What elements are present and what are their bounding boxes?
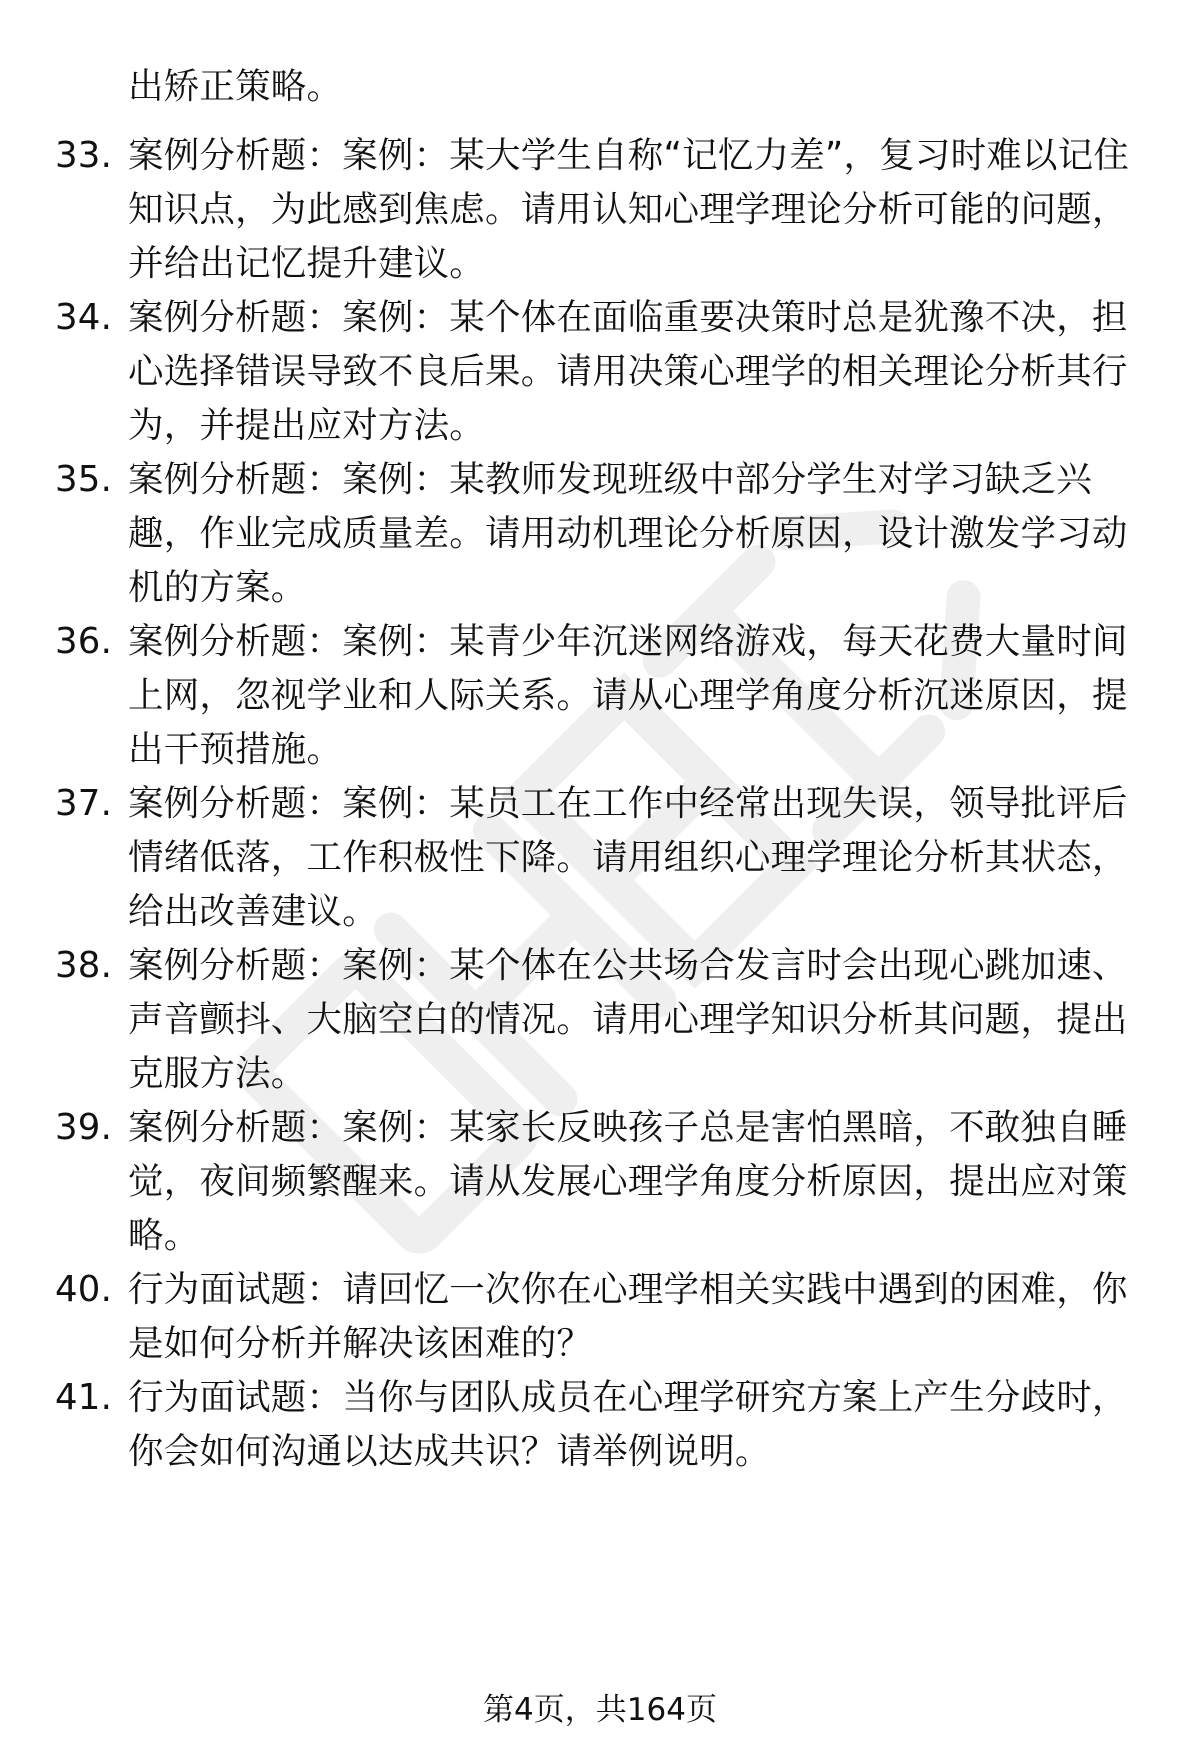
question-number: 35.: [55, 459, 113, 500]
question-text: 案例分析题：案例：某个体在公共场合发言时会出现心跳加速、声音颤抖、大脑空白的情况。请用心理学知识分析其问题，提出克服方法。: [128, 945, 1128, 1094]
question-text: 行为面试题：当你与团队成员在心理学研究方案上产生分歧时，你会如何沟通以达成共识？请举例说明。: [128, 1377, 1128, 1472]
question-text: 案例分析题：案例：某个体在面临重要决策时总是犹豫不决，担心选择错误导致不良后果。请用决策心理学的相关理论分析其行为，并提出应对方法。: [128, 297, 1128, 446]
question-item: [55, 291, 1145, 453]
question-number: 34.: [55, 297, 113, 338]
continuation-text: 出矫正策略。: [128, 66, 343, 107]
question-number: 36.: [55, 621, 113, 662]
question-item: [55, 129, 1145, 291]
question-number: 37.: [55, 783, 113, 824]
question-item: [55, 939, 1145, 1101]
question-number: 33.: [55, 135, 113, 176]
question-text: 案例分析题：案例：某员工在工作中经常出现失误，领导批评后情绪低落，工作积极性下降。请用组织心理学理论分析其状态，给出改善建议。: [128, 783, 1128, 932]
page-footer: 第4页，共164页: [483, 1692, 717, 1728]
question-number: 41.: [55, 1377, 113, 1418]
question-item: [55, 777, 1145, 939]
question-number: 39.: [55, 1107, 113, 1148]
question-item: [55, 615, 1145, 777]
question-item: [55, 1371, 1145, 1479]
question-text: 案例分析题：案例：某大学生自称“记忆力差”，复习时难以记住知识点，为此感到焦虑。请用认知心理学理论分析可能的问题，并给出记忆提升建议。: [128, 135, 1130, 284]
question-text: 案例分析题：案例：某青少年沉迷网络游戏，每天花费大量时间上网，忽视学业和人际关系。请从心理学角度分析沉迷原因，提出干预措施。: [128, 621, 1128, 770]
question-number: 40.: [55, 1269, 113, 1310]
question-text: 案例分析题：案例：某教师发现班级中部分学生对学习缺乏兴趣，作业完成质量差。请用动机理论分析原因，设计激发学习动机的方案。: [128, 459, 1128, 608]
question-item: [55, 453, 1145, 615]
question-item: [55, 1101, 1145, 1263]
question-number: 38.: [55, 945, 113, 986]
question-item: [55, 1263, 1145, 1371]
question-text: 案例分析题：案例：某家长反映孩子总是害怕黑暗，不敢独自睡觉，夜间频繁醒来。请从发展心理学角度分析原因，提出应对策略。: [128, 1107, 1128, 1256]
question-text: 行为面试题：请回忆一次你在心理学相关实践中遇到的困难，你是如何分析并解决该困难的？: [128, 1269, 1128, 1364]
